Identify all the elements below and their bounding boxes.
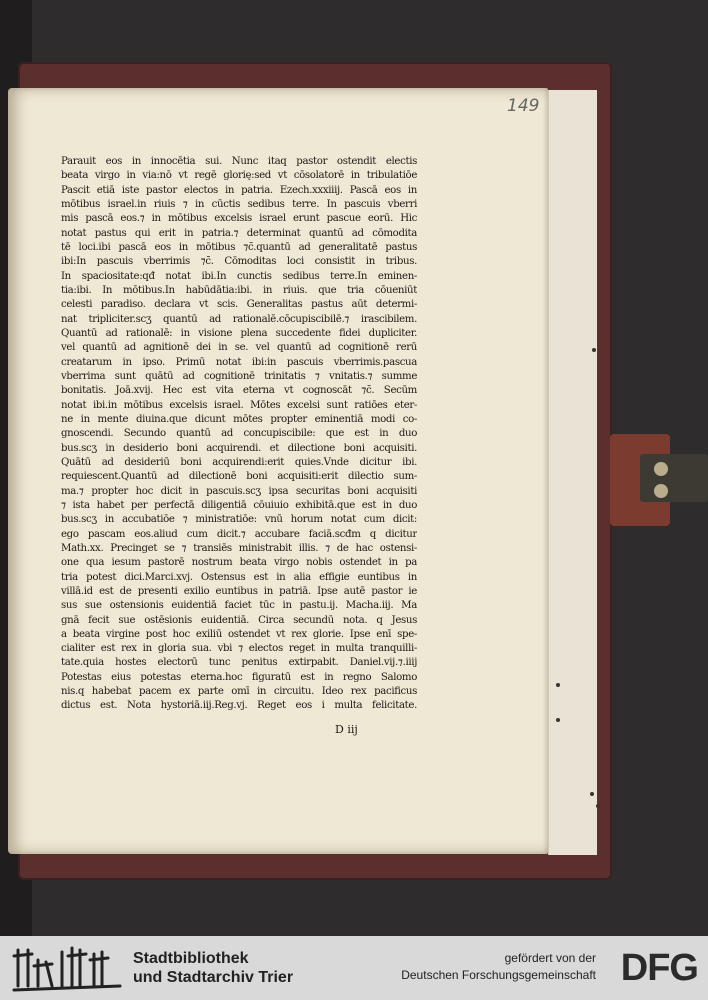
text-line: Quantū ad rationalē: in visione plena succedente fidei dupliciter.: [61, 327, 417, 339]
institution-name-line2: und Stadtarchiv Trier: [133, 969, 294, 986]
text-line: tia:ibi. In mōtibus.In habūdātia:ibi. in riuis. que tria cōueniūt: [61, 284, 417, 296]
text-line: creatarum in ipso. Primū notat ibi:in pascuis vberrimis.pascua: [61, 356, 417, 368]
text-line: ibi:In pascuis vberrimis ⁊c̄. Cōmoditas loci consistit in tribus.: [61, 256, 417, 268]
signature-mark: D iij: [335, 723, 358, 736]
text-line: notat pastus qui erit in patria.⁊ determinat quantū ad cōmodita: [61, 227, 417, 239]
text-line: notat ibi.in mōtibus excelsis israel. Mōtes excelsi sunt ratiōes eter-: [61, 399, 417, 411]
wormhole-mark: [592, 348, 596, 352]
text-line: mōtibus israel.in riuis ⁊ in cūctis sedibus terre. In pascuis vberri: [61, 198, 417, 210]
text-line: gnā fecit sue ostēsionis euidentiā. Circa secundū nota. q Jesus: [61, 614, 417, 626]
text-line: vberrima sunt quātū ad cognitionē trinitatis ⁊ vnitatis.⁊ summe: [61, 370, 417, 382]
text-line: one qua iesum pastorē nostrum beata virgo nobis ostendet in pa: [61, 557, 417, 569]
text-line: gnoscendi. Secundo quantū ad concupiscibile: que est in duo: [61, 428, 417, 440]
text-line: Pascit etiā iste pastor electos in patria. Ezech.xxxiiij. Pascā eos in: [61, 184, 417, 196]
clasp-rivet-icon: [654, 462, 668, 476]
text-line: villā.id est de presenti exilio euntibus in patriā. Ipse autē pastor ie: [61, 585, 417, 597]
institution-name: [133, 949, 293, 987]
funding-statement: [401, 950, 596, 984]
text-line: Quātū ad desideriū boni acquirendi:erit quies.Vnde dicitur ibi.: [61, 456, 417, 468]
dfg-logo: DFG: [620, 947, 698, 989]
text-line: dictus est. Nota hystoriā.iij.Reg.vj. Reget eos i multa felicitate.: [61, 700, 417, 712]
text-line: bonitatis. Joā.xvij. Hec est vita eterna vt cognoscāt ⁊c̄. Secūm: [61, 385, 417, 397]
text-line: tria potest dici.Marci.xvj. Ostensus est in alia effigie euntibus in: [61, 571, 417, 583]
text-line: Potestas eius potestas eterna.hoc figuratū est in regno Salomo: [61, 671, 417, 683]
text-line: bus.scʒ in accubatiōe ⁊ ministratiōe: vnū horum notat cum dicit:: [61, 514, 417, 526]
institution-name-line1: Stadtbibliothek: [133, 950, 249, 967]
text-line: ne in mente diuina.que dicunt mōtes propter eminentiā modi co-: [61, 413, 417, 425]
wormhole-mark: [596, 804, 600, 808]
funding-line1: gefördert von der: [504, 951, 596, 965]
wormhole-mark: [590, 792, 594, 796]
funding-line2: Deutschen Forschungsgemeinschaft: [401, 968, 596, 982]
text-line: beata virgo in via:nō vt regē glorię:sed vt cōsolatorē in tribulatiōe: [61, 170, 417, 182]
text-line: tate.quia hostes electorū tunc penitus extirpabit. Daniel.vij.⁊.iiij: [61, 657, 417, 669]
text-line: mis pascā eos.⁊ in mōtibus excelsis israel erunt pascue eorū. Hic: [61, 213, 417, 225]
text-line: tē loci.ibi pascā eos in mōtibus ⁊c̄.quantū ad generalitatē pastus: [61, 241, 417, 253]
text-line: ma.⁊ propter hoc dicit in pascuis.scʒ ipsa securitas boni acquisiti: [61, 485, 417, 497]
clasp-rivet-icon: [654, 484, 668, 498]
text-line: nat tripliciter.scʒ quantū ad rationalē.cōcupiscibilē.⁊ irascibilem.: [61, 313, 417, 325]
book-clasp: [610, 432, 708, 530]
incunable-text-block: [61, 155, 417, 714]
text-line: ⁊ ista habet per perfectā diligentiā cōuiuio exhibitā.que est in duo: [61, 499, 417, 511]
stadtbibliothek-logo-icon: [12, 942, 124, 994]
text-line: nis.q habebat pacem ex parte omī in circuitu. Ideo rex pacificus: [61, 686, 417, 698]
folio-number: 149: [507, 96, 540, 116]
text-line: Math.xx. Precinget se ⁊ transiēs ministrabit illis. ⁊ de hac ostensi-: [61, 542, 417, 554]
text-line: requiescent.Quantū ad dilectionē boni acquisiti:erit dilectio sum-: [61, 471, 417, 483]
text-line: sus sue ostensionis euidentiā faciet tūc in pastu.ij. Macha.iij. Ma: [61, 600, 417, 612]
wormhole-mark: [556, 718, 560, 722]
text-line: bus.scʒ in desiderio boni acquirendi. et dilectione boni acquisiti.: [61, 442, 417, 454]
text-line: ego pascam eos.aliud cum dicit.⁊ accubare faciā.scđm q dicitur: [61, 528, 417, 540]
clasp-metal-hook: [640, 454, 708, 502]
page-edges: [548, 90, 597, 855]
text-line: Parauit eos in innocētia sui. Nunc itaq pastor ostendit electis: [61, 156, 417, 167]
text-line: vel quantū ad agnitionē dei in se. vel quantū ad cognitionē rerū: [61, 342, 417, 354]
text-line: cialiter est rex in gloria sua. vbi ⁊ electos reget in multa tranquilli-: [61, 643, 417, 655]
text-line: In spaciositate:qđ notat ibi.In cunctis sedibus terre.In eminen-: [61, 270, 417, 282]
text-line: celesti paradiso. declara vt scis. Generalitas pastus aūt determi-: [61, 299, 417, 311]
text-line: a beata virgine post hoc exiliū ostendet vt rex glorie. Ipse enī spe-: [61, 628, 417, 640]
wormhole-mark: [556, 683, 560, 687]
footer-banner: [0, 936, 708, 1000]
